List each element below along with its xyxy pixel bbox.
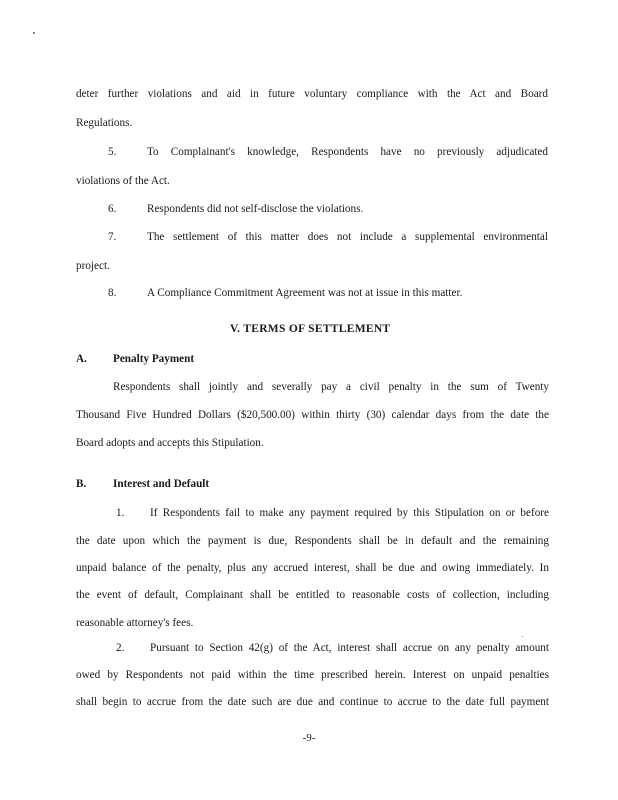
body-line: Board adopts and accepts this Stipulation. [76, 437, 264, 449]
body-line: project. [76, 260, 110, 272]
body-line: unpaid balance of the penalty, plus any accrued interest, shall be due and owing immediately. In [76, 562, 549, 574]
body-line: Respondents did not self-disclose the violations. [147, 203, 364, 215]
body-line: reasonable attorney's fees. [76, 617, 194, 629]
page-number: -9- [302, 732, 316, 744]
body-line: violations of the Act. [76, 175, 170, 187]
body-line: the date upon which the payment is due, Respondents shall be in default and the remaining [76, 535, 549, 547]
body-line: deter further violations and aid in future voluntary compliance with the Act and Board [76, 88, 548, 100]
paragraph-number: 5. [108, 146, 117, 158]
paragraph-number: 2. [116, 642, 125, 654]
body-line: To Complainant's knowledge, Respondents have no previously adjudicated [147, 146, 548, 158]
body-line: Respondents shall jointly and severally pay a civil penalty in the sum of Twenty [113, 381, 549, 393]
body-line: The settlement of this matter does not include a supplemental environmental [147, 231, 548, 243]
body-line: shall begin to accrue from the date such are due and continue to accrue to the date full payment [76, 696, 549, 708]
body-line: A Compliance Commitment Agreement was not at issue in this matter. [147, 287, 463, 299]
scan-speck [522, 636, 523, 637]
body-line: the event of default, Complainant shall be entitled to reasonable costs of collection, including [76, 589, 549, 601]
body-line: owed by Respondents not paid within the time prescribed herein. Interest on unpaid penalties [76, 669, 549, 681]
paragraph-number: 1. [116, 507, 125, 519]
paragraph-number: 6. [108, 203, 117, 215]
body-line: If Respondents fail to make any payment required by this Stipulation on or before [150, 507, 549, 519]
subsection-title: Interest and Default [113, 478, 210, 490]
subsection-letter: A. [76, 353, 87, 365]
paragraph-number: 7. [108, 231, 117, 243]
subsection-letter: B. [76, 478, 87, 490]
body-line: Pursuant to Section 42(g) of the Act, interest shall accrue on any penalty amount [150, 642, 549, 654]
body-line: Regulations. [76, 117, 133, 129]
scan-speck [33, 32, 35, 34]
paragraph-number: 8. [108, 287, 117, 299]
subsection-title: Penalty Payment [113, 353, 195, 365]
body-line: Thousand Five Hundred Dollars ($20,500.00) within thirty (30) calendar days from the date the [76, 409, 549, 421]
section-heading: V. TERMS OF SETTLEMENT [230, 323, 391, 335]
